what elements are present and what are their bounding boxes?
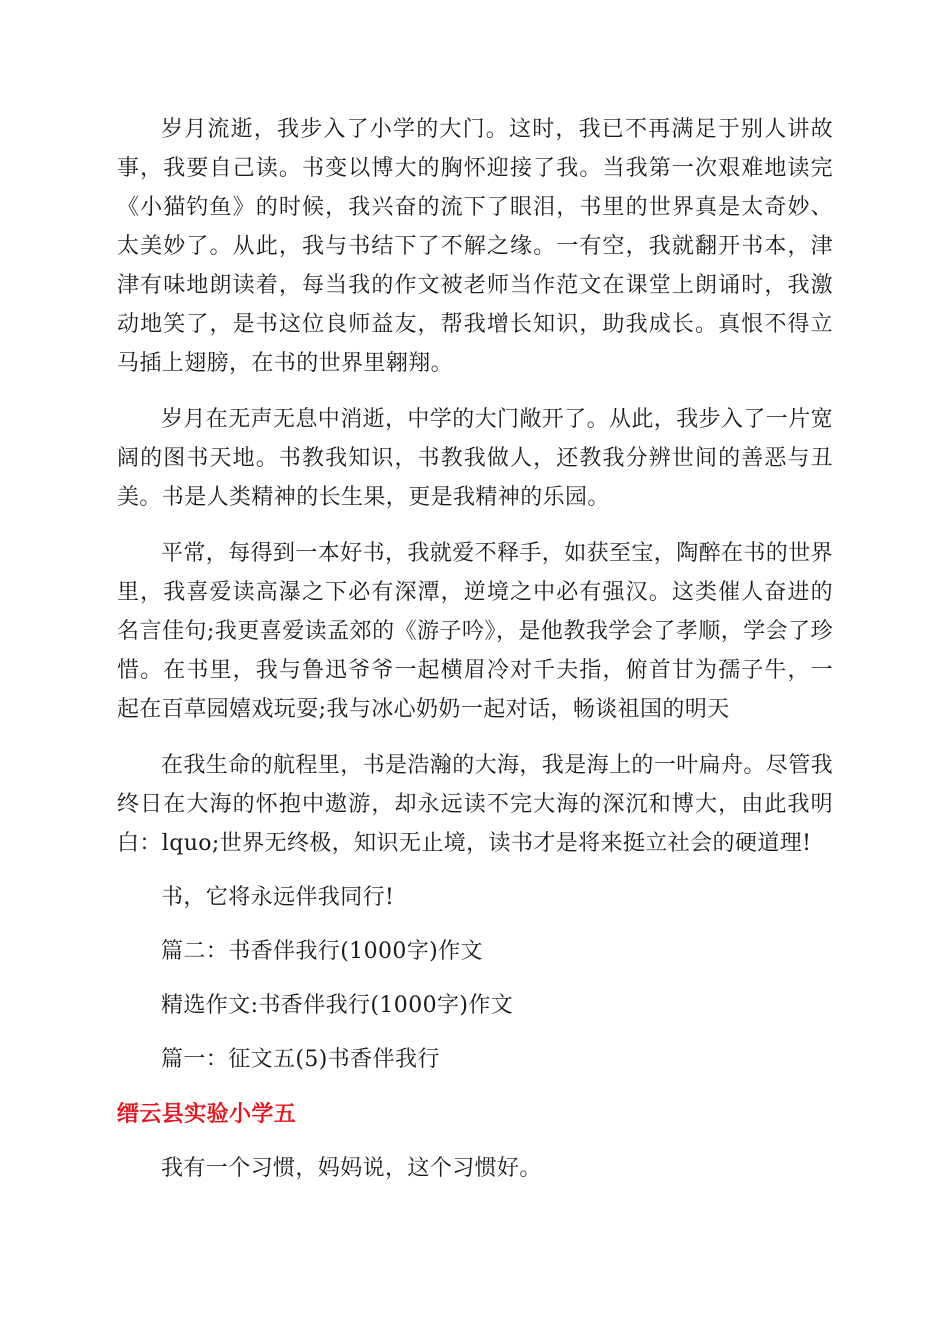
section-label-part-two: 篇二：书香伴我行(1000字)作文 (161, 939, 483, 964)
paragraph-companion: 书，它将永远伴我同行! (161, 885, 395, 910)
paragraph-middle-school: 岁月在无声无息中消逝，中学的大门敞开了。从此，我步入了一片宽阔的图书天地。书教我知识，书教我做人，还教我分辨世间的善恶与丑美。书是人类精神的长生果，更是我精神的乐园。 (117, 407, 834, 510)
section-label-part-one: 篇一：征文五(5)书香伴我行 (161, 1047, 440, 1072)
paragraph-primary-school: 岁月流逝，我步入了小学的大门。这时，我已不再满足于别人讲故事，我要自己读。书变以博大的胸怀迎接了我。当我第一次艰难地读完《小猫钓鱼》的时候，我兴奋的流下了眼泪，书里的世界真是太奇妙、太美妙了。从此，我与书结下了不解之缘。一有空，我就翻开书本，津津有味地朗读着，每当我的作文被老师当作范文在课堂上朗诵时，我激动地笑了，是书这位良师益友，帮我增长知识，助我成长。真恨不得立马插上翅膀，在书的世界里翱翔。 (117, 117, 833, 376)
paragraph-life-voyage: 在我生命的航程里，书是浩瀚的大海，我是海上的一叶扁舟。尽管我终日在大海的怀抱中遨游，却永远读不完大海的深沉和博大，由此我明白：lquo;世界无终极，知识无止境，读书才是将来挺立社会的硬道理! (117, 753, 834, 856)
paragraph-good-books: 平常，每得到一本好书，我就爱不释手，如获至宝，陶醉在书的世界里，我喜爱读高瀑之下必有深潭，逆境之中必有强汉。这类催人奋进的名言佳句;我更喜爱读孟郊的《游子吟》，是他教我学会了孝顺，学会了珍惜。在书里，我与鲁迅爷爷一起横眉冷对千夫指，俯首甘为孺子牛，一起在百草园嬉戏玩耍;我与冰心奶奶一起对话，畅谈祖国的明天 (117, 541, 834, 722)
document-body (117, 110, 833, 1188)
section-label-selected: 精选作文:书香伴我行(1000字)作文 (161, 993, 514, 1018)
school-heading: 缙云县实验小学五 (117, 1102, 297, 1127)
paragraph-habit: 我有一个习惯，妈妈说，这个习惯好。 (161, 1156, 542, 1181)
